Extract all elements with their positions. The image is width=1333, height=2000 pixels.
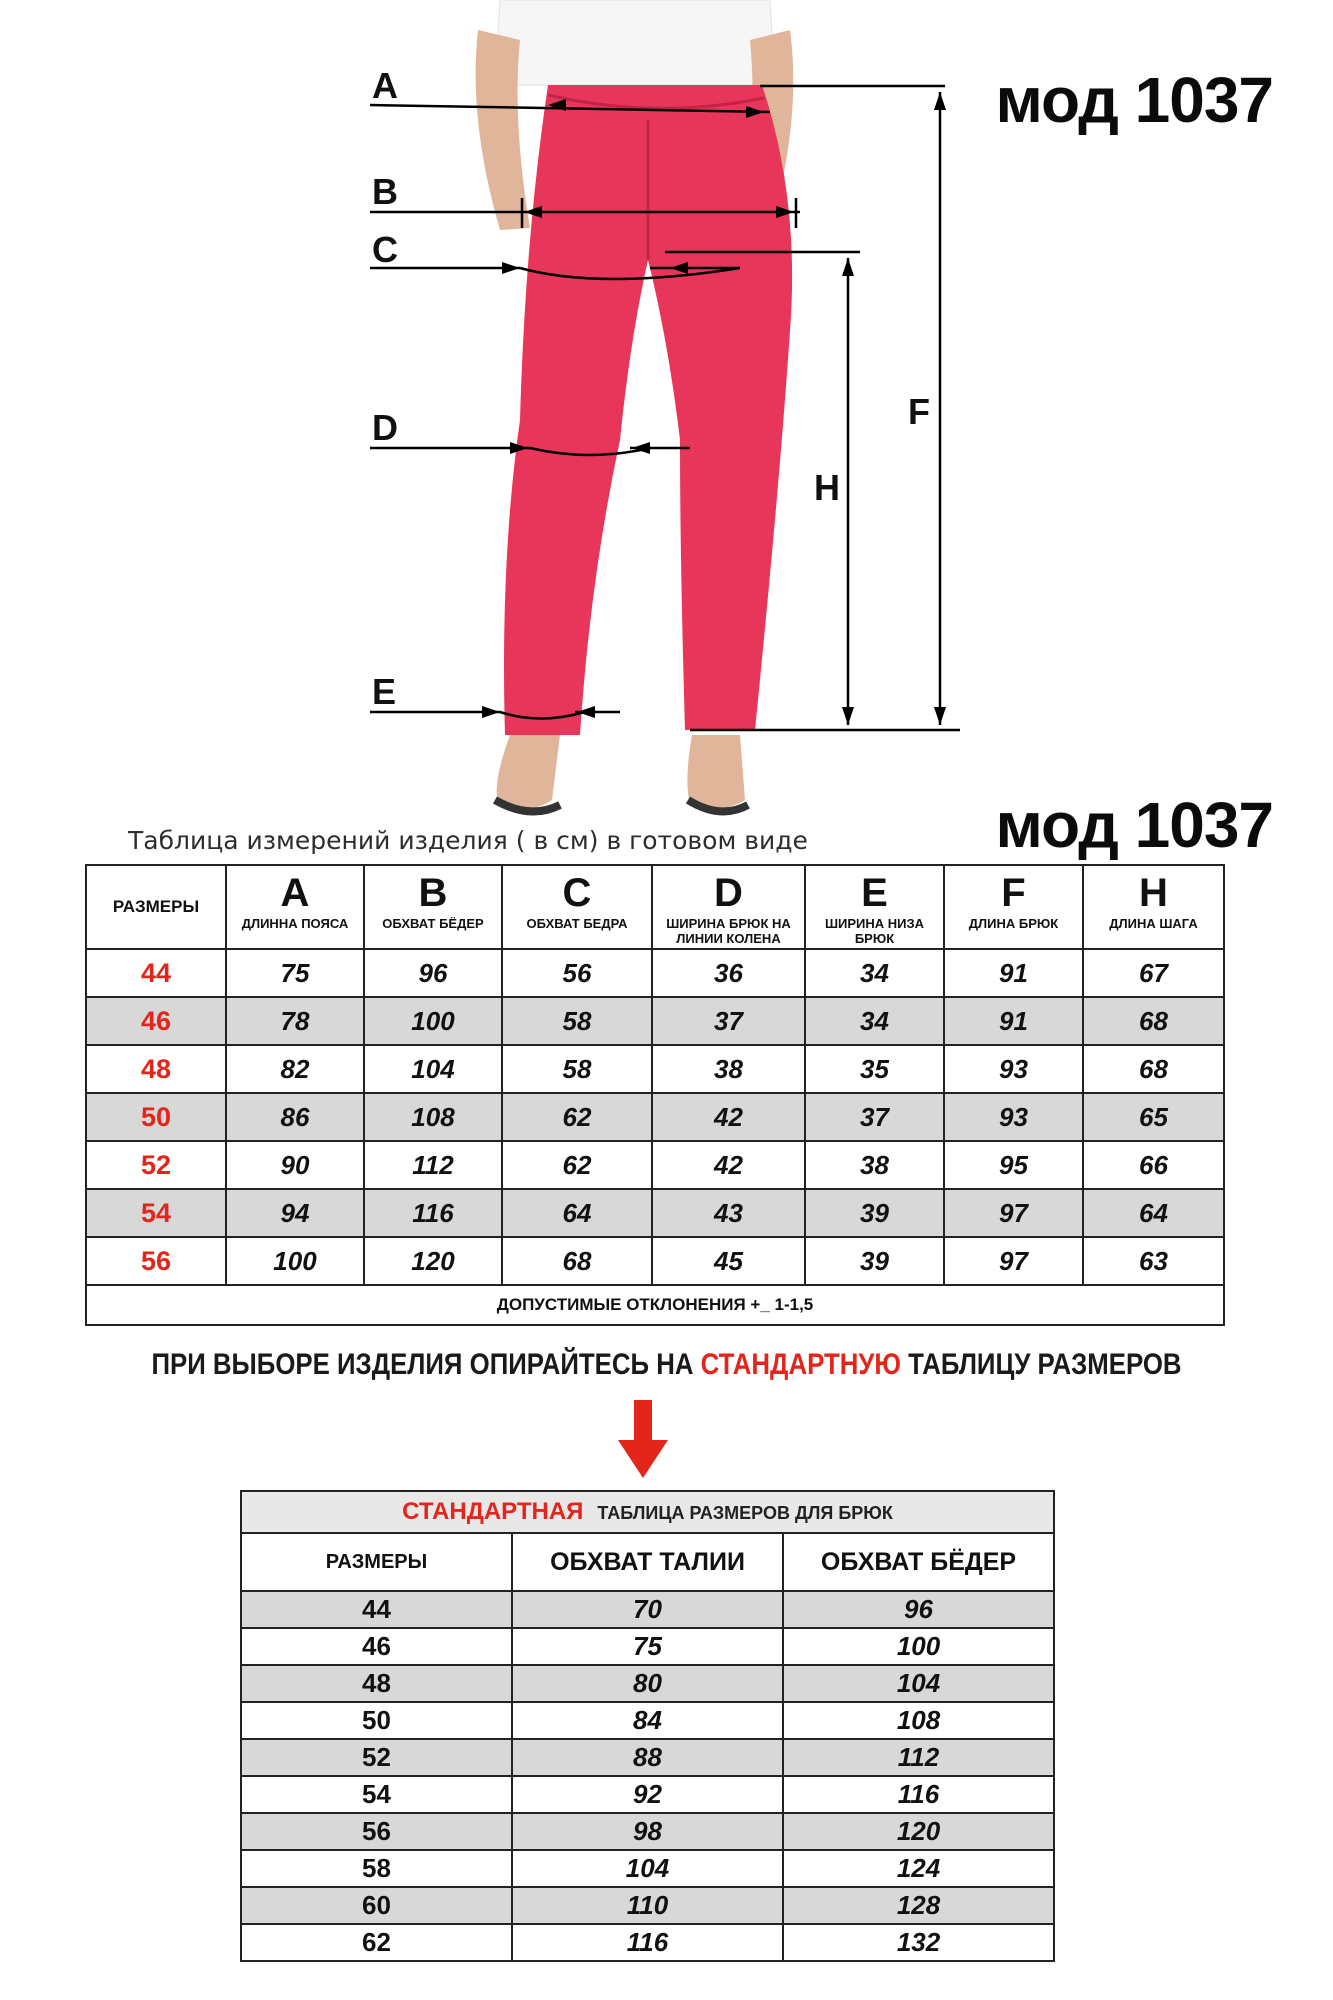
standard-value-cell: 104 <box>783 1665 1054 1702</box>
model-label-top: мод 1037 <box>995 64 1273 136</box>
notice-text-after: ТАБЛИЦУ РАЗМЕРОВ <box>900 1348 1182 1381</box>
column-desc: ОБХВАТ БЁДЕР <box>382 916 484 931</box>
standard-title-text: ТАБЛИЦА РАЗМЕРОВ ДЛЯ БРЮК <box>597 1503 893 1523</box>
column-letter: H <box>1139 871 1168 915</box>
model-label-mid: мод 1037 <box>995 789 1273 861</box>
column-header-h <box>1083 865 1224 949</box>
value-cell: 100 <box>226 1237 364 1285</box>
measurements-table <box>85 864 1225 1326</box>
standard-value-cell: 80 <box>512 1665 783 1702</box>
value-cell: 64 <box>1083 1189 1224 1237</box>
standard-title-highlight: СТАНДАРТНАЯ <box>402 1498 584 1525</box>
value-cell: 45 <box>652 1237 805 1285</box>
column-desc: ДЛИНА БРЮК <box>968 916 1059 931</box>
value-cell: 62 <box>502 1093 652 1141</box>
value-cell: 65 <box>1083 1093 1224 1141</box>
label-f: F <box>908 391 930 432</box>
table-row <box>86 1189 1224 1237</box>
column-letter: F <box>1001 871 1026 915</box>
standard-size-cell: 54 <box>241 1776 512 1813</box>
column-header-f <box>944 865 1083 949</box>
standard-value-cell: 116 <box>512 1924 783 1961</box>
standard-size-cell: 48 <box>241 1665 512 1702</box>
value-cell: 38 <box>652 1045 805 1093</box>
table-row <box>86 1045 1224 1093</box>
tolerance-row <box>86 1285 1224 1325</box>
standard-size-cell: 46 <box>241 1628 512 1665</box>
standard-value-cell: 108 <box>783 1702 1054 1739</box>
standard-value-cell: 120 <box>783 1813 1054 1850</box>
standard-size-cell: 56 <box>241 1813 512 1850</box>
standard-value-cell: 70 <box>512 1591 783 1628</box>
standard-size-cell: 50 <box>241 1702 512 1739</box>
standard-value-cell: 124 <box>783 1850 1054 1887</box>
value-cell: 68 <box>502 1237 652 1285</box>
table-row <box>86 997 1224 1045</box>
column-desc: ШИРИНА НИЗА БРЮК <box>824 916 925 946</box>
value-cell: 82 <box>226 1045 364 1093</box>
size-cell: 44 <box>86 949 226 997</box>
tolerance-note: ДОПУСТИМЫЕ ОТКЛОНЕНИЯ +_ 1-1,5 <box>86 1285 1224 1325</box>
standard-value-cell: 116 <box>783 1776 1054 1813</box>
standard-header-size: РАЗМЕРЫ <box>241 1533 512 1591</box>
standard-title-row <box>241 1491 1054 1533</box>
value-cell: 66 <box>1083 1141 1224 1189</box>
size-cell: 48 <box>86 1045 226 1093</box>
value-cell: 68 <box>1083 997 1224 1045</box>
column-desc: ШИРИНА БРЮК НА ЛИНИИ КОЛЕНА <box>666 916 791 946</box>
value-cell: 108 <box>364 1093 502 1141</box>
size-notice <box>93 1348 1239 1382</box>
standard-value-cell: 92 <box>512 1776 783 1813</box>
standard-row <box>241 1628 1054 1665</box>
column-desc: ОБХВАТ БЕДРА <box>526 916 628 931</box>
value-cell: 96 <box>364 949 502 997</box>
value-cell: 64 <box>502 1189 652 1237</box>
size-header: РАЗМЕРЫ <box>86 865 226 949</box>
label-e: E <box>372 671 397 712</box>
column-header-d <box>652 865 805 949</box>
standard-value-cell: 96 <box>783 1591 1054 1628</box>
size-cell: 54 <box>86 1189 226 1237</box>
value-cell: 34 <box>805 949 944 997</box>
standard-row <box>241 1665 1054 1702</box>
value-cell: 39 <box>805 1237 944 1285</box>
shirt-shape <box>495 0 775 85</box>
table-row <box>86 1237 1224 1285</box>
notice-text-before: ПРИ ВЫБОРЕ ИЗДЕЛИЯ ОПИРАЙТЕСЬ НА <box>151 1348 701 1381</box>
value-cell: 91 <box>944 997 1083 1045</box>
value-cell: 37 <box>652 997 805 1045</box>
value-cell: 42 <box>652 1141 805 1189</box>
column-desc: ДЛИНА ШАГА <box>1109 916 1198 931</box>
standard-value-cell: 104 <box>512 1850 783 1887</box>
value-cell: 43 <box>652 1189 805 1237</box>
value-cell: 67 <box>1083 949 1224 997</box>
value-cell: 34 <box>805 997 944 1045</box>
column-letter: E <box>861 871 888 915</box>
column-header-b <box>364 865 502 949</box>
column-header-e <box>805 865 944 949</box>
standard-header-waist: ОБХВАТ ТАЛИИ <box>512 1533 783 1591</box>
standard-value-cell: 98 <box>512 1813 783 1850</box>
column-letter: A <box>280 871 310 915</box>
standard-header-row <box>241 1533 1054 1591</box>
table-header-row <box>86 865 1224 949</box>
table-row <box>86 1093 1224 1141</box>
label-d: D <box>372 407 398 448</box>
label-c: C <box>372 229 398 270</box>
standard-header-hips: ОБХВАТ БЁДЕР <box>783 1533 1054 1591</box>
value-cell: 37 <box>805 1093 944 1141</box>
column-header-c <box>502 865 652 949</box>
standard-row <box>241 1887 1054 1924</box>
value-cell: 120 <box>364 1237 502 1285</box>
standard-row <box>241 1850 1054 1887</box>
value-cell: 68 <box>1083 1045 1224 1093</box>
label-a: A <box>372 65 398 106</box>
value-cell: 100 <box>364 997 502 1045</box>
value-cell: 112 <box>364 1141 502 1189</box>
value-cell: 93 <box>944 1093 1083 1141</box>
down-arrow-icon <box>618 1400 668 1480</box>
value-cell: 116 <box>364 1189 502 1237</box>
value-cell: 42 <box>652 1093 805 1141</box>
standard-size-table <box>240 1490 1055 1962</box>
value-cell: 90 <box>226 1141 364 1189</box>
standard-value-cell: 88 <box>512 1739 783 1776</box>
value-cell: 58 <box>502 1045 652 1093</box>
value-cell: 94 <box>226 1189 364 1237</box>
standard-size-cell: 62 <box>241 1924 512 1961</box>
standard-row <box>241 1924 1054 1961</box>
column-letter: B <box>418 871 448 915</box>
column-letter: C <box>562 871 592 915</box>
standard-size-cell: 44 <box>241 1591 512 1628</box>
value-cell: 95 <box>944 1141 1083 1189</box>
size-cell: 52 <box>86 1141 226 1189</box>
standard-row <box>241 1776 1054 1813</box>
right-foot-shape <box>687 735 745 809</box>
standard-size-cell: 60 <box>241 1887 512 1924</box>
column-desc: ДЛИННА ПОЯСА <box>241 916 349 931</box>
value-cell: 97 <box>944 1189 1083 1237</box>
size-cell: 46 <box>86 997 226 1045</box>
value-cell: 63 <box>1083 1237 1224 1285</box>
value-cell: 39 <box>805 1189 944 1237</box>
column-header-a <box>226 865 364 949</box>
standard-row <box>241 1813 1054 1850</box>
table-row <box>86 949 1224 997</box>
value-cell: 35 <box>805 1045 944 1093</box>
value-cell: 38 <box>805 1141 944 1189</box>
value-cell: 91 <box>944 949 1083 997</box>
standard-value-cell: 75 <box>512 1628 783 1665</box>
standard-value-cell: 84 <box>512 1702 783 1739</box>
value-cell: 78 <box>226 997 364 1045</box>
table-row <box>86 1141 1224 1189</box>
value-cell: 58 <box>502 997 652 1045</box>
value-cell: 36 <box>652 949 805 997</box>
value-cell: 75 <box>226 949 364 997</box>
standard-row <box>241 1739 1054 1776</box>
notice-highlight: СТАНДАРТНУЮ <box>700 1348 901 1381</box>
standard-value-cell: 112 <box>783 1739 1054 1776</box>
column-letter: D <box>714 871 743 915</box>
standard-title <box>241 1491 1054 1533</box>
label-b: B <box>372 171 398 212</box>
standard-value-cell: 110 <box>512 1887 783 1924</box>
standard-row <box>241 1591 1054 1628</box>
label-h: H <box>814 467 840 508</box>
standard-value-cell: 100 <box>783 1628 1054 1665</box>
standard-row <box>241 1702 1054 1739</box>
standard-value-cell: 132 <box>783 1924 1054 1961</box>
left-foot-shape <box>497 735 560 809</box>
size-cell: 50 <box>86 1093 226 1141</box>
value-cell: 86 <box>226 1093 364 1141</box>
standard-size-cell: 52 <box>241 1739 512 1776</box>
standard-value-cell: 128 <box>783 1887 1054 1924</box>
standard-size-cell: 58 <box>241 1850 512 1887</box>
table-caption: Таблица измерений изделия ( в см) в готовом виде <box>128 826 808 855</box>
size-cell: 56 <box>86 1237 226 1285</box>
value-cell: 62 <box>502 1141 652 1189</box>
value-cell: 97 <box>944 1237 1083 1285</box>
value-cell: 104 <box>364 1045 502 1093</box>
value-cell: 93 <box>944 1045 1083 1093</box>
value-cell: 56 <box>502 949 652 997</box>
